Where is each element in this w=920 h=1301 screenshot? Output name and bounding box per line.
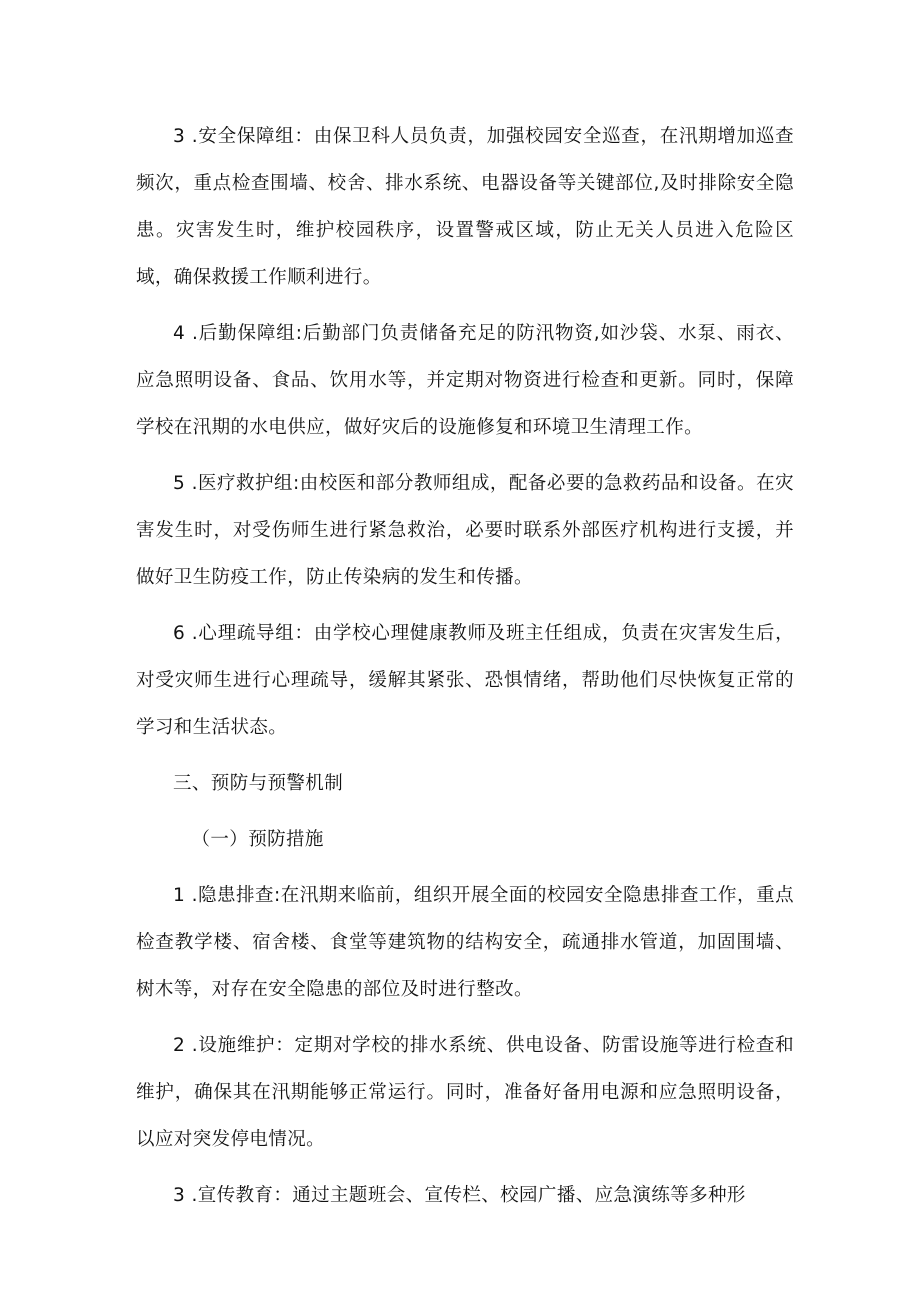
paragraph-facility-maintenance: 2 .设施维护：定期对学校的排水系统、供电设备、防雷设施等进行检查和维护，确保其在汛期能够正常运行。同时，准备好备用电源和应急照明设备，以应对突发停电情况。	[136, 1035, 794, 1150]
paragraph-security-group: 3 .安全保障组：由保卫科人员负责，加强校园安全巡查，在汛期增加巡查频次，重点检查围墙、校舍、排水系统、电器设备等关键部位,及时排除安全隐患。灾害发生时，维护校园秩序，设置警戒区域，防止无关人员进入危险区域，确保救援工作顺利进行。	[136, 126, 794, 288]
paragraph-medical-group: 5 .医疗救护组:由校医和部分教师组成，配备必要的急救药品和设备。在灾害发生时，对受伤师生进行紧急救治，必要时联系外部医疗机构进行支援，并做好卫生防疫工作，防止传染病的发生和传播。	[136, 473, 794, 588]
paragraph-publicity-education: 3 .宣传教育：通过主题班会、宣传栏、校园广播、应急演练等多种形	[173, 1185, 746, 1206]
paragraph-logistics-group: 4 .后勤保障组:后勤部门负责储备充足的防汛物资,如沙袋、水泵、雨衣、应急照明设备、食品、饮用水等，并定期对物资进行检查和更新。同时，保障学校在汛期的水电供应，做好灾后的设施修复和环境卫生清理工作。	[136, 323, 794, 438]
paragraph-hazard-inspection: 1 .隐患排查:在汛期来临前，组织开展全面的校园安全隐患排查工作，重点检查教学楼、宿舍楼、食堂等建筑物的结构安全，疏通排水管道，加固围墙、树木等，对存在安全隐患的部位及时进行整改。	[136, 885, 794, 1000]
section-heading: 三、预防与预警机制	[173, 773, 344, 794]
document-page	[136, 113, 794, 1228]
subsection-heading: （一）预防措施	[191, 829, 324, 850]
paragraph-counseling-group: 6 .心理疏导组：由学校心理健康教师及班主任组成，负责在灾害发生后，对受灾师生进行心理疏导，缓解其紧张、恐惧情绪，帮助他们尽快恢复正常的学习和生活状态。	[136, 623, 794, 738]
